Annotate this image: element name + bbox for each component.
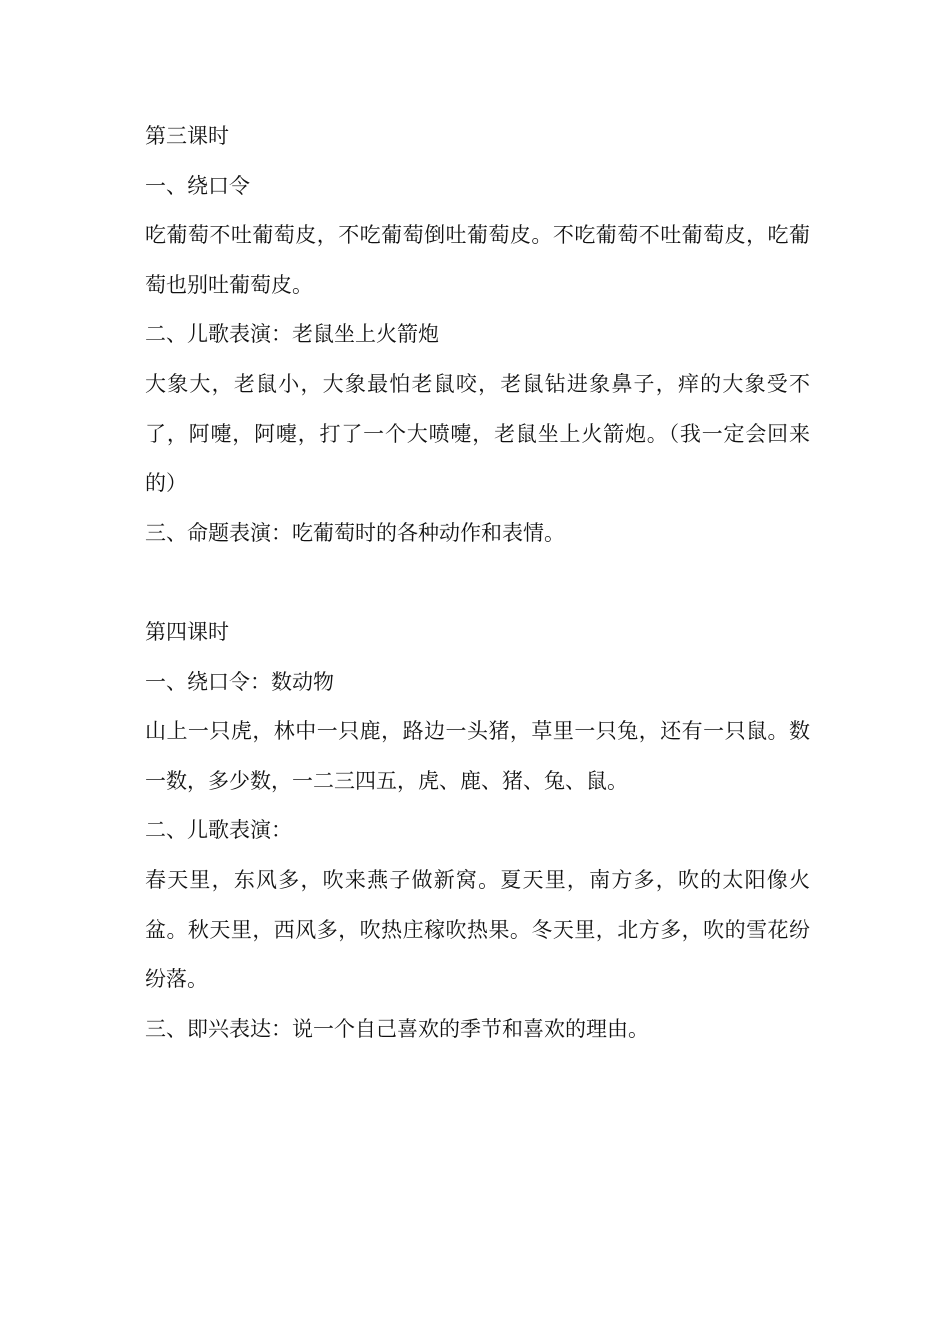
blank-line: [145, 558, 810, 608]
lesson4-section1-text: 山上一只虎，林中一只鹿，路边一头猪，草里一只兔，还有一只鼠。数一数，多少数，一二三四五，虎、鹿、猪、兔、鼠。: [145, 719, 810, 793]
document-body: [145, 112, 810, 1054]
lesson4-title: 第四课时: [145, 619, 229, 644]
lesson4-section2-heading: 二、儿歌表演：: [145, 818, 292, 843]
lesson4-section3-heading: 三、即兴表达：说一个自己喜欢的季节和喜欢的理由。: [145, 1016, 649, 1041]
lesson3-section1-text: 吃葡萄不吐葡萄皮，不吃葡萄倒吐葡萄皮。不吃葡萄不吐葡萄皮，吃葡萄也别吐葡萄皮。: [145, 223, 810, 297]
lesson4-section1-heading: 一、绕口令：数动物: [145, 669, 334, 694]
lesson4-section2-text: 春天里，东风多，吹来燕子做新窝。夏天里，南方多，吹的太阳像火盆。秋天里，西风多，吹热庄稼吹热果。冬天里，北方多，吹的雪花纷纷落。: [145, 867, 810, 992]
lesson3-section3-heading: 三、命题表演：吃葡萄时的各种动作和表情。: [145, 520, 565, 545]
lesson3-section2-text: 大象大，老鼠小，大象最怕老鼠咬，老鼠钻进象鼻子，痒的大象受不了，阿嚏，阿嚏，打了一个大喷嚏，老鼠坐上火箭炮。（我一定会回来的）: [145, 371, 810, 496]
lesson3-title: 第三课时: [145, 124, 229, 148]
lesson3-section2-heading: 二、儿歌表演：老鼠坐上火箭炮: [145, 322, 439, 347]
lesson3-section1-heading: 一、绕口令: [145, 173, 250, 198]
